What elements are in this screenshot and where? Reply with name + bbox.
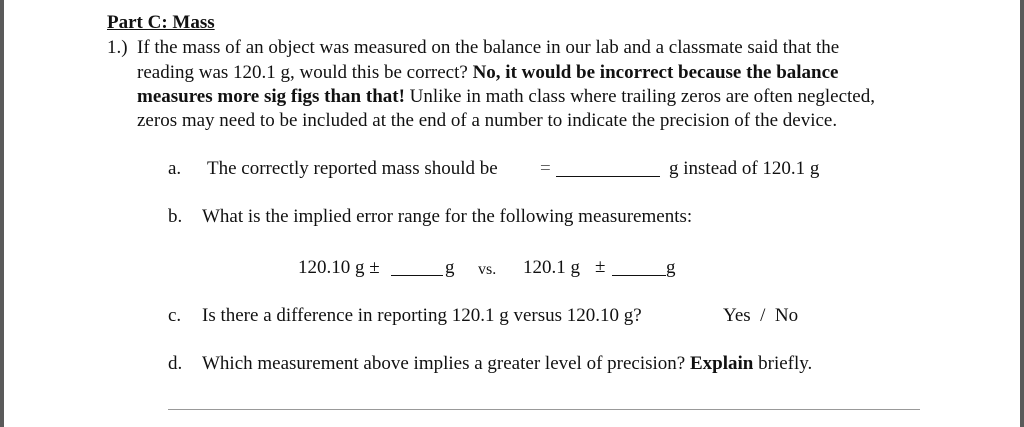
part-d-end: briefly. <box>758 353 813 374</box>
question-line-1: If the mass of an object was measured on the balance in our lab and a classmate said that the <box>137 37 840 58</box>
answer-bold-1: No, it would be incorrect because the balance <box>472 62 839 83</box>
part-d-text <box>202 352 812 376</box>
page-edge-right <box>1020 0 1024 427</box>
answer-bold-2: measures more sig figs than that! <box>137 86 405 107</box>
yes-no-options[interactable]: Yes / No <box>723 305 799 326</box>
part-d-bold: Explain <box>690 353 754 374</box>
question-line-3-plain: Unlike in math class where trailing zeros are often neglected, <box>409 86 875 107</box>
error-blank-2[interactable] <box>612 256 666 283</box>
part-a-letter: a. <box>168 158 182 179</box>
section-title: Part C: Mass <box>107 12 215 33</box>
question-line-3 <box>137 85 875 109</box>
vs-label: vs. <box>478 261 497 278</box>
measurement-2: 120.1 g <box>523 257 580 278</box>
part-b-text: What is the implied error range for the following measurements: <box>202 206 693 227</box>
part-c-text: Is there a difference in reporting 120.1 g versus 120.10 g? <box>202 305 642 326</box>
part-a-text: The correctly reported mass should be <box>207 158 498 179</box>
unit-2: g <box>666 257 676 278</box>
part-c-letter: c. <box>168 305 182 326</box>
answer-line[interactable] <box>168 409 920 410</box>
part-a-blank[interactable] <box>556 157 660 184</box>
part-b-letter: b. <box>168 206 183 227</box>
question-line-2-plain: reading was 120.1 g, would this be correct? <box>137 62 468 83</box>
question-number: 1.) <box>107 37 128 58</box>
question-line-4: zeros may need to be included at the end of a number to indicate the precision of the device. <box>137 110 838 131</box>
question-line-2 <box>137 61 838 85</box>
measurement-1: 120.10 g ± <box>298 257 380 278</box>
plus-minus-2: ± <box>595 256 606 277</box>
part-d-letter: d. <box>168 353 183 374</box>
unit-1: g <box>445 257 455 278</box>
part-a-suffix: g instead of 120.1 g <box>669 158 820 179</box>
part-d-plain: Which measurement above implies a greater level of precision? <box>202 353 686 374</box>
page-edge-left <box>0 0 4 427</box>
error-blank-1[interactable] <box>391 256 443 283</box>
part-a-equals: = <box>540 158 551 179</box>
